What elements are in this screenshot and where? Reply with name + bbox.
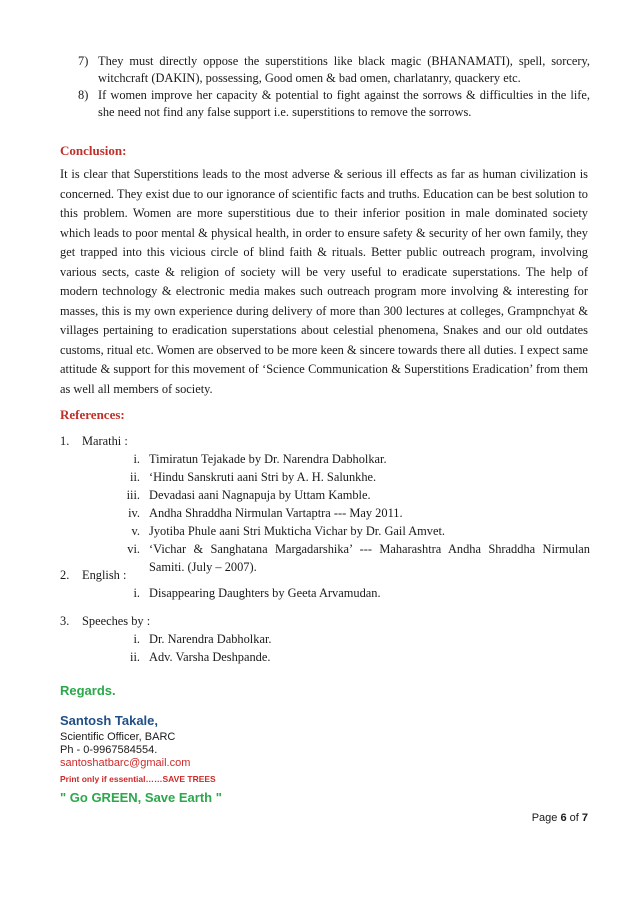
reference-text: Disappearing Daughters by Geeta Arvamudan. (149, 586, 381, 600)
reference-item (60, 630, 590, 648)
list-item (70, 53, 590, 87)
reference-number: 3. (60, 614, 70, 628)
references-heading: References: (60, 407, 125, 422)
reference-roman: iii. (126, 488, 140, 502)
reference-group-english (60, 566, 590, 602)
reference-roman: v. (131, 524, 140, 538)
numbered-list (70, 53, 590, 121)
reference-text: ‘Vichar & Sanghatana Margadarshika’ --- Maharashtra Andha Shraddha Nirmulan Samiti. (July – 2007). (149, 542, 590, 574)
reference-group-marathi (60, 432, 590, 576)
reference-item (60, 468, 590, 486)
slogan: " Go GREEN, Save Earth " (60, 790, 222, 805)
reference-text: Jyotiba Phule aani Stri Mukticha Vichar by Dr. Gail Amvet. (149, 524, 446, 538)
reference-number: 2. (60, 568, 70, 582)
reference-roman: iv. (128, 506, 140, 520)
print-note: Print only if essential……SAVE TREES (60, 774, 216, 784)
reference-title: English : (82, 568, 127, 582)
reference-title: Speeches by : (82, 614, 151, 628)
list-item-number: 7) (78, 54, 89, 68)
reference-item (60, 648, 590, 666)
reference-text: Devadasi aani Nagnapuja by Uttam Kamble. (149, 488, 371, 502)
reference-item (60, 504, 590, 522)
regards-text: Regards. (60, 683, 116, 698)
reference-number: 1. (60, 434, 70, 448)
conclusion-heading: Conclusion: (60, 143, 127, 158)
reference-roman: vi. (127, 542, 140, 556)
list-item-number: 8) (78, 88, 89, 102)
signature-email[interactable]: santoshatbarc@gmail.com (60, 757, 191, 769)
reference-item (60, 450, 590, 468)
signature-name: Santosh Takale, (60, 713, 159, 728)
reference-roman: i. (133, 632, 140, 646)
page-number (532, 812, 588, 824)
reference-roman: ii. (130, 650, 140, 664)
reference-title: Marathi : (82, 434, 128, 448)
list-item (70, 87, 590, 121)
page-number-middle: of (566, 812, 582, 824)
reference-text: Dr. Narendra Dabholkar. (149, 632, 272, 646)
reference-text: ‘Hindu Sanskruti aani Stri by A. H. Salunkhe. (149, 470, 377, 484)
page-number-prefix: Page (531, 812, 561, 824)
reference-group-speeches (60, 612, 590, 666)
reference-item (60, 522, 590, 540)
reference-item (60, 584, 590, 602)
reference-roman: i. (133, 586, 140, 600)
reference-text: Adv. Varsha Deshpande. (149, 650, 271, 664)
reference-text: Timiratun Tejakade by Dr. Narendra Dabholkar. (149, 452, 387, 466)
signature-phone: Ph - 0-9967584554. (60, 744, 158, 756)
signature-designation: Scientific Officer, BARC (60, 731, 176, 743)
reference-roman: i. (133, 452, 140, 466)
page-number-current: 6 (560, 812, 567, 824)
reference-text: Andha Shraddha Nirmulan Vartaptra --- May 2011. (149, 506, 403, 520)
conclusion-paragraph: It is clear that Superstitions leads to the most adverse & serious ill effects as far as human civilization is concerned. They exist due to our ignorance of scientific facts and truths. Education can be best solution to this problem. Women are more superstitious due to their inferior position in male dominated society which leads to poor mental & physical health, in order to ensure safety & security of her own family, they get trapped into this vicious circle of blind faith & rituals. Better public outreach program, involving various sects, caste & religion of society will be very useful to eradicate superstations. The help of modern technology & electronic media makes such outreach program more involving & interesting for masses, this is my own experience during delivery of more than 300 lectures at colleges, Grampnchyat & villages pertaining to eradication superstations about celestial phenomena, Snakes and our old outdates customs, ritual etc. Women are observed to be more keen & sincere towards there all duties. I expect same attitude & support for this movement of ‘Science Communication & Superstitions Eradication’ from them as well all members of society. (60, 167, 588, 396)
list-item-text: If women improve her capacity & potential to fight against the sorrows & difficulties in the life, she need not find any false support i.e. superstitions to remove the sorrows. (98, 88, 590, 119)
list-item-text: They must directly oppose the superstitions like black magic (BHANAMATI), spell, sorcery, witchcraft (DAKIN), possessing, Good omen & bad omen, charlatanry, quackery etc. (98, 54, 590, 85)
page-number-total: 7 (581, 812, 588, 824)
reference-roman: ii. (130, 470, 140, 484)
reference-item (60, 486, 590, 504)
